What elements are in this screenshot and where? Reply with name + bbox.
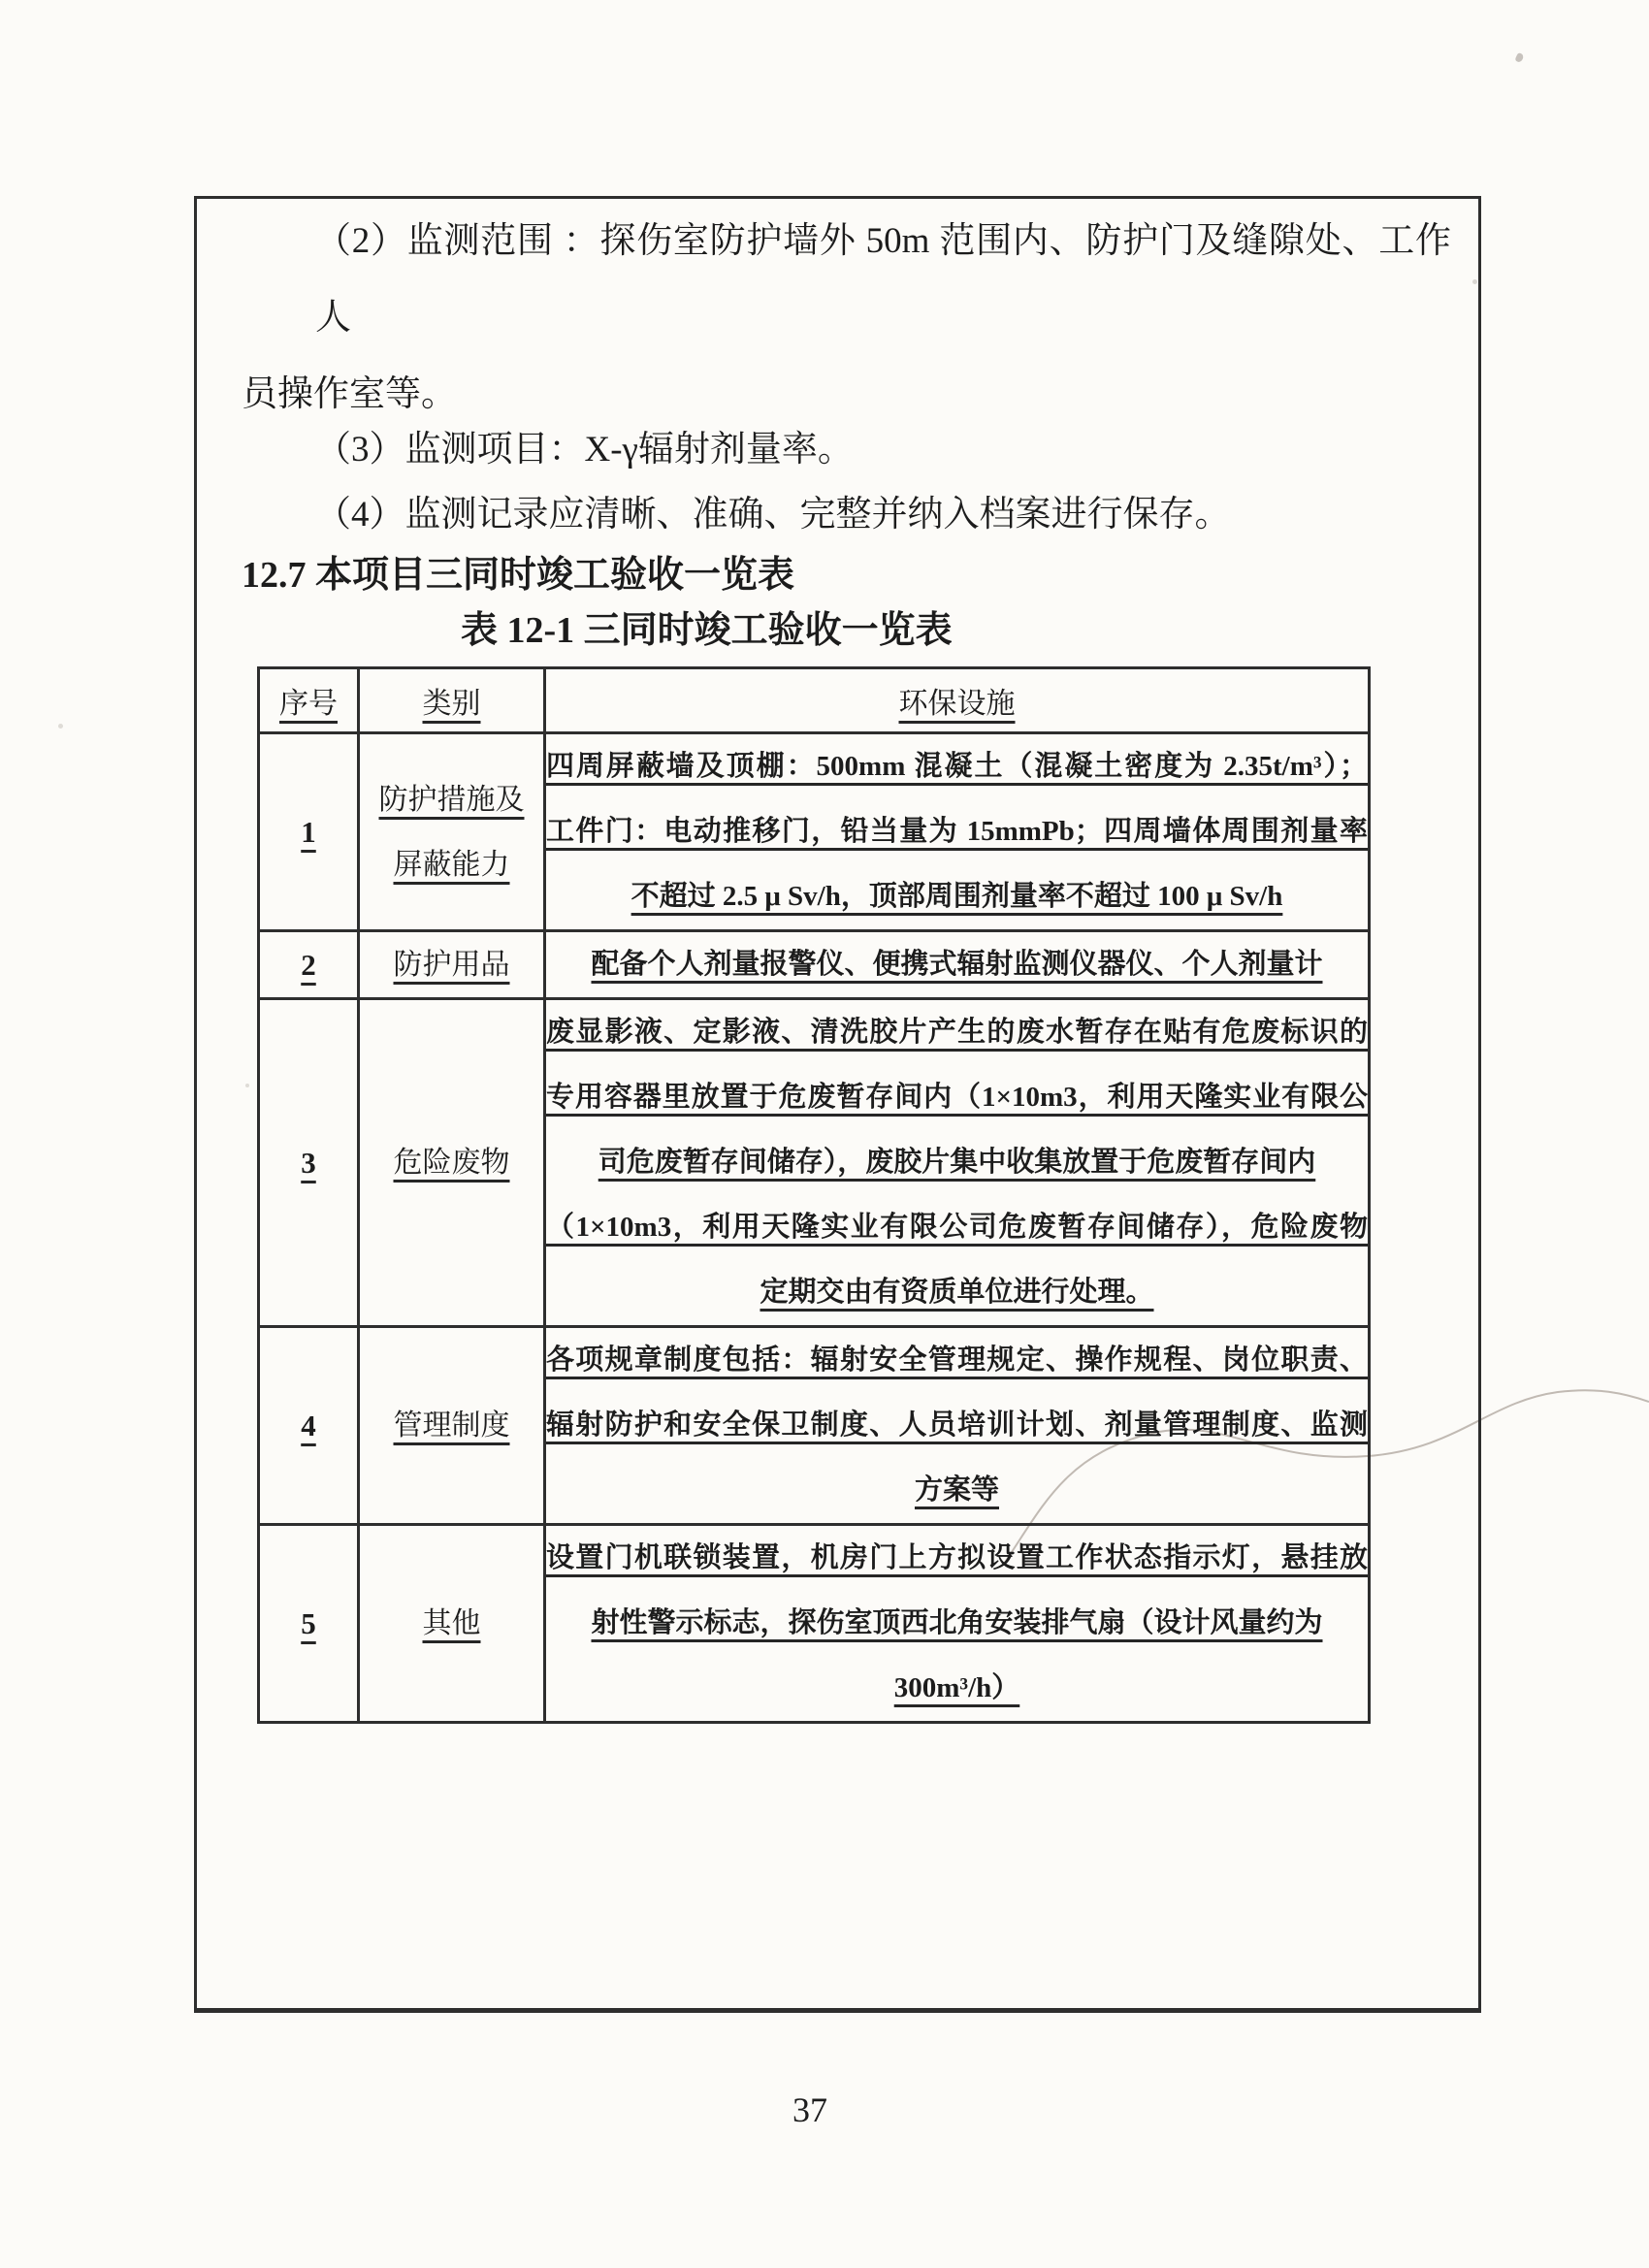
content-line: 辐射防护和安全保卫制度、人员培训计划、剂量管理制度、监测 <box>546 1409 1368 1441</box>
content-line: 司危废暂存间储存），废胶片集中收集放置于危废暂存间内 <box>598 1147 1316 1178</box>
content-line: 工件门：电动推移门，铅当量为 15mmPb；四周墙体周围剂量率 <box>546 816 1368 847</box>
content-line: 四周屏蔽墙及顶棚：500mm 混凝土（混凝土密度为 2.35t/m³）； <box>546 751 1368 782</box>
table-row <box>259 931 1370 999</box>
category-line: 防护用品 <box>393 949 510 981</box>
table-row <box>259 999 1370 1327</box>
row-number-cell <box>259 999 359 1327</box>
row-content-cell <box>545 999 1370 1327</box>
row-number: 4 <box>301 1408 316 1442</box>
row-number: 2 <box>301 947 316 982</box>
row-number-cell <box>259 1327 359 1525</box>
category-line: 其他 <box>422 1607 481 1639</box>
header-cell-facility <box>545 668 1370 733</box>
row-category-cell <box>359 999 545 1327</box>
table-header-row <box>259 668 1370 733</box>
page-number: 37 <box>792 2090 827 2129</box>
header-cell-category <box>359 668 545 733</box>
paragraph-monitoring-items <box>242 417 1451 482</box>
row-content-cell <box>545 1327 1370 1525</box>
row-category-cell <box>359 733 545 931</box>
page-border-box <box>194 196 1481 2013</box>
header-cell-serial-no <box>259 668 359 733</box>
header-label: 序号 <box>279 688 338 720</box>
header-label: 环保设施 <box>898 688 1016 720</box>
table-row <box>259 1525 1370 1723</box>
content-line: 定期交由有资质单位进行处理。 <box>760 1277 1154 1308</box>
content-line: 不超过 2.5 μ Sv/h，顶部周围剂量率不超过 100 μ Sv/h <box>630 881 1283 912</box>
paragraph-line: （4）监测记录应清晰、准确、完整并纳入档案进行保存。 <box>315 495 1231 535</box>
row-content-cell <box>545 1525 1370 1723</box>
row-content-cell <box>545 733 1370 931</box>
category-line: 管理制度 <box>393 1409 510 1442</box>
table-caption: 表 12-1 三同时竣工验收一览表 <box>461 610 953 651</box>
content-line: 废显影液、定影液、清洗胶片产生的废水暂存在贴有危废标识的 <box>546 1017 1368 1048</box>
row-number: 5 <box>301 1605 316 1640</box>
row-number-cell <box>259 931 359 999</box>
paragraph-line: （2）监测范围 ：探伤室防护墙外 50m 范围内、防护门及缝隙处、工作人 <box>315 221 1451 338</box>
content-line: 各项规章制度包括：辐射安全管理规定、操作规程、岗位职责、 <box>546 1345 1368 1376</box>
row-category-cell <box>359 1327 545 1525</box>
scan-speck <box>1514 52 1524 63</box>
table-row <box>259 1327 1370 1525</box>
paragraph-monitoring-records <box>242 482 1451 547</box>
content-line: 设置门机联锁装置，机房门上方拟设置工作状态指示灯，悬挂放 <box>546 1542 1368 1573</box>
row-number-cell <box>259 733 359 931</box>
content-line: 射性警示标志，探伤室顶西北角安装排气扇（设计风量约为 <box>591 1607 1323 1638</box>
header-label: 类别 <box>422 688 481 720</box>
paragraph-line: 员操作室等。 <box>242 374 457 414</box>
row-number: 3 <box>301 1145 316 1180</box>
row-number: 1 <box>301 814 316 849</box>
paragraph-line: （3）监测项目：X-γ辐射剂量率。 <box>315 430 854 470</box>
content-line: 300m³/h） <box>893 1672 1020 1703</box>
row-category-cell <box>359 1525 545 1723</box>
section-heading: 12.7 本项目三同时竣工验收一览表 <box>242 555 795 596</box>
content-line: 方案等 <box>914 1474 999 1506</box>
row-number-cell <box>259 1525 359 1723</box>
content-line: （1×10m3，利用天隆实业有限公司危废暂存间储存），危险废物 <box>546 1212 1368 1243</box>
paragraph-monitoring-scope <box>242 203 1451 433</box>
table-row <box>259 733 1370 931</box>
content-line: 配备个人剂量报警仪、便携式辐射监测仪器仪、个人剂量计 <box>591 949 1323 980</box>
category-line: 危险废物 <box>393 1147 510 1179</box>
acceptance-checklist-table <box>257 666 1371 1724</box>
row-category-cell <box>359 931 545 999</box>
row-content-cell <box>545 931 1370 999</box>
category-line: 防护措施及 <box>378 783 525 816</box>
category-line: 屏蔽能力 <box>393 848 510 881</box>
content-line: 专用容器里放置于危废暂存间内（1×10m3，利用天隆实业有限公 <box>546 1082 1368 1113</box>
scan-speck <box>58 724 63 729</box>
